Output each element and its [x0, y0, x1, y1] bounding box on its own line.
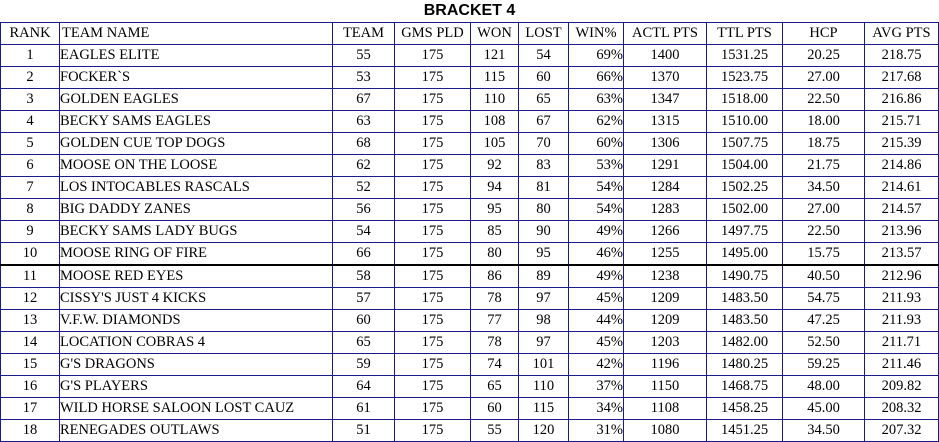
total-points-cell: 1451.25	[707, 420, 783, 442]
handicap-cell: 18.00	[783, 111, 865, 133]
table-row	[1, 310, 939, 332]
team-name-cell: CISSY'S JUST 4 KICKS	[60, 288, 333, 310]
lost-cell: 70	[519, 133, 569, 155]
handicap-cell: 34.50	[783, 177, 865, 199]
won-cell: 80	[471, 243, 519, 266]
win-pct-cell: 49%	[569, 265, 624, 288]
team-number-cell: 56	[333, 199, 395, 221]
lost-cell: 65	[519, 89, 569, 111]
average-points-cell: 213.96	[865, 221, 939, 243]
total-points-cell: 1458.25	[707, 398, 783, 420]
games-played-cell: 175	[395, 67, 471, 89]
won-cell: 77	[471, 310, 519, 332]
average-points-cell: 209.82	[865, 376, 939, 398]
won-cell: 121	[471, 45, 519, 67]
actual-points-cell: 1283	[624, 199, 707, 221]
games-played-cell: 175	[395, 288, 471, 310]
total-points-cell: 1490.75	[707, 265, 783, 288]
bracket-title: BRACKET 4	[423, 2, 516, 19]
games-played-cell: 175	[395, 45, 471, 67]
lost-cell: 80	[519, 199, 569, 221]
won-cell: 115	[471, 67, 519, 89]
total-points-cell: 1502.25	[707, 177, 783, 199]
team-number-cell: 53	[333, 67, 395, 89]
header-row	[1, 23, 939, 45]
won-cell: 108	[471, 111, 519, 133]
handicap-cell: 27.00	[783, 67, 865, 89]
games-played-cell: 175	[395, 133, 471, 155]
team-name-cell: WILD HORSE SALOON LOST CAUZ	[60, 398, 333, 420]
table-row	[1, 45, 939, 67]
team-number-cell: 52	[333, 177, 395, 199]
actual-points-cell: 1266	[624, 221, 707, 243]
team-name-cell: EAGLES ELITE	[60, 45, 333, 67]
header-team-name: TEAM NAME	[60, 23, 333, 45]
handicap-cell: 45.00	[783, 398, 865, 420]
table-row	[1, 133, 939, 155]
lost-cell: 60	[519, 67, 569, 89]
header-rank: RANK	[1, 23, 60, 45]
table-row	[1, 177, 939, 199]
rank-cell: 13	[1, 310, 60, 332]
win-pct-cell: 42%	[569, 354, 624, 376]
actual-points-cell: 1284	[624, 177, 707, 199]
rank-cell: 6	[1, 155, 60, 177]
header-average-points: AVG PTS	[865, 23, 939, 45]
header-won: WON	[471, 23, 519, 45]
average-points-cell: 213.57	[865, 243, 939, 266]
total-points-cell: 1504.00	[707, 155, 783, 177]
win-pct-cell: 45%	[569, 288, 624, 310]
actual-points-cell: 1306	[624, 133, 707, 155]
handicap-cell: 22.50	[783, 89, 865, 111]
win-pct-cell: 45%	[569, 332, 624, 354]
handicap-cell: 20.25	[783, 45, 865, 67]
games-played-cell: 175	[395, 376, 471, 398]
win-pct-cell: 53%	[569, 155, 624, 177]
lost-cell: 110	[519, 376, 569, 398]
handicap-cell: 15.75	[783, 243, 865, 266]
win-pct-cell: 31%	[569, 420, 624, 442]
lost-cell: 101	[519, 354, 569, 376]
rank-cell: 8	[1, 199, 60, 221]
won-cell: 74	[471, 354, 519, 376]
win-pct-cell: 44%	[569, 310, 624, 332]
handicap-cell: 22.50	[783, 221, 865, 243]
header-win-pct: WIN%	[569, 23, 624, 45]
rank-cell: 10	[1, 243, 60, 266]
rank-cell: 7	[1, 177, 60, 199]
won-cell: 86	[471, 265, 519, 288]
games-played-cell: 175	[395, 243, 471, 266]
lost-cell: 95	[519, 243, 569, 266]
average-points-cell: 207.32	[865, 420, 939, 442]
handicap-cell: 59.25	[783, 354, 865, 376]
handicap-cell: 54.75	[783, 288, 865, 310]
team-number-cell: 51	[333, 420, 395, 442]
lost-cell: 89	[519, 265, 569, 288]
actual-points-cell: 1370	[624, 67, 707, 89]
table-row	[1, 376, 939, 398]
team-number-cell: 62	[333, 155, 395, 177]
won-cell: 55	[471, 420, 519, 442]
team-name-cell: RENEGADES OUTLAWS	[60, 420, 333, 442]
average-points-cell: 212.96	[865, 265, 939, 288]
rank-cell: 3	[1, 89, 60, 111]
lost-cell: 83	[519, 155, 569, 177]
team-name-cell: BIG DADDY ZANES	[60, 199, 333, 221]
team-name-cell: LOS INTOCABLES RASCALS	[60, 177, 333, 199]
won-cell: 78	[471, 332, 519, 354]
team-number-cell: 64	[333, 376, 395, 398]
team-number-cell: 61	[333, 398, 395, 420]
average-points-cell: 214.57	[865, 199, 939, 221]
games-played-cell: 175	[395, 111, 471, 133]
lost-cell: 120	[519, 420, 569, 442]
header-games-played: GMS PLD	[395, 23, 471, 45]
actual-points-cell: 1150	[624, 376, 707, 398]
rank-cell: 9	[1, 221, 60, 243]
average-points-cell: 218.75	[865, 45, 939, 67]
actual-points-cell: 1291	[624, 155, 707, 177]
team-number-cell: 66	[333, 243, 395, 266]
win-pct-cell: 69%	[569, 45, 624, 67]
total-points-cell: 1497.75	[707, 221, 783, 243]
header-handicap: HCP	[783, 23, 865, 45]
win-pct-cell: 37%	[569, 376, 624, 398]
win-pct-cell: 34%	[569, 398, 624, 420]
actual-points-cell: 1400	[624, 45, 707, 67]
rank-cell: 18	[1, 420, 60, 442]
win-pct-cell: 63%	[569, 89, 624, 111]
total-points-cell: 1483.50	[707, 310, 783, 332]
rank-cell: 1	[1, 45, 60, 67]
actual-points-cell: 1315	[624, 111, 707, 133]
actual-points-cell: 1209	[624, 310, 707, 332]
lost-cell: 97	[519, 288, 569, 310]
total-points-cell: 1482.00	[707, 332, 783, 354]
team-number-cell: 54	[333, 221, 395, 243]
won-cell: 110	[471, 89, 519, 111]
won-cell: 105	[471, 133, 519, 155]
lost-cell: 115	[519, 398, 569, 420]
actual-points-cell: 1238	[624, 265, 707, 288]
rank-cell: 4	[1, 111, 60, 133]
win-pct-cell: 54%	[569, 177, 624, 199]
rank-cell: 16	[1, 376, 60, 398]
won-cell: 92	[471, 155, 519, 177]
won-cell: 85	[471, 221, 519, 243]
table-row	[1, 288, 939, 310]
total-points-cell: 1531.25	[707, 45, 783, 67]
header-lost: LOST	[519, 23, 569, 45]
won-cell: 78	[471, 288, 519, 310]
total-points-cell: 1510.00	[707, 111, 783, 133]
actual-points-cell: 1080	[624, 420, 707, 442]
actual-points-cell: 1108	[624, 398, 707, 420]
rank-cell: 5	[1, 133, 60, 155]
handicap-cell: 21.75	[783, 155, 865, 177]
team-name-cell: BECKY SAMS LADY BUGS	[60, 221, 333, 243]
team-name-cell: MOOSE RING OF FIRE	[60, 243, 333, 266]
table-row	[1, 420, 939, 442]
team-number-cell: 68	[333, 133, 395, 155]
rank-cell: 2	[1, 67, 60, 89]
games-played-cell: 175	[395, 332, 471, 354]
team-number-cell: 65	[333, 332, 395, 354]
table-row	[1, 265, 939, 288]
lost-cell: 97	[519, 332, 569, 354]
average-points-cell: 214.86	[865, 155, 939, 177]
win-pct-cell: 46%	[569, 243, 624, 266]
team-name-cell: MOOSE RED EYES	[60, 265, 333, 288]
handicap-cell: 34.50	[783, 420, 865, 442]
team-name-cell: GOLDEN EAGLES	[60, 89, 333, 111]
standings-table	[0, 22, 939, 442]
average-points-cell: 217.68	[865, 67, 939, 89]
games-played-cell: 175	[395, 354, 471, 376]
team-name-cell: FOCKER`S	[60, 67, 333, 89]
won-cell: 95	[471, 199, 519, 221]
average-points-cell: 215.39	[865, 133, 939, 155]
team-name-cell: GOLDEN CUE TOP DOGS	[60, 133, 333, 155]
actual-points-cell: 1347	[624, 89, 707, 111]
table-row	[1, 354, 939, 376]
team-number-cell: 58	[333, 265, 395, 288]
total-points-cell: 1502.00	[707, 199, 783, 221]
table-row	[1, 243, 939, 266]
total-points-cell: 1480.25	[707, 354, 783, 376]
rank-cell: 17	[1, 398, 60, 420]
team-name-cell: V.F.W. DIAMONDS	[60, 310, 333, 332]
win-pct-cell: 66%	[569, 67, 624, 89]
won-cell: 60	[471, 398, 519, 420]
handicap-cell: 27.00	[783, 199, 865, 221]
team-number-cell: 55	[333, 45, 395, 67]
table-row	[1, 221, 939, 243]
handicap-cell: 48.00	[783, 376, 865, 398]
table-row	[1, 398, 939, 420]
total-points-cell: 1523.75	[707, 67, 783, 89]
rank-cell: 11	[1, 265, 60, 288]
lost-cell: 67	[519, 111, 569, 133]
team-number-cell: 60	[333, 310, 395, 332]
lost-cell: 81	[519, 177, 569, 199]
won-cell: 94	[471, 177, 519, 199]
handicap-cell: 52.50	[783, 332, 865, 354]
won-cell: 65	[471, 376, 519, 398]
handicap-cell: 47.25	[783, 310, 865, 332]
total-points-cell: 1468.75	[707, 376, 783, 398]
win-pct-cell: 49%	[569, 221, 624, 243]
team-number-cell: 63	[333, 111, 395, 133]
average-points-cell: 216.86	[865, 89, 939, 111]
team-name-cell: G'S DRAGONS	[60, 354, 333, 376]
team-name-cell: G'S PLAYERS	[60, 376, 333, 398]
team-name-cell: MOOSE ON THE LOOSE	[60, 155, 333, 177]
rank-cell: 14	[1, 332, 60, 354]
table-row	[1, 89, 939, 111]
header-total-points: TTL PTS	[707, 23, 783, 45]
total-points-cell: 1507.75	[707, 133, 783, 155]
header-team: TEAM	[333, 23, 395, 45]
total-points-cell: 1483.50	[707, 288, 783, 310]
table-row	[1, 199, 939, 221]
average-points-cell: 211.93	[865, 310, 939, 332]
table-row	[1, 67, 939, 89]
rank-cell: 12	[1, 288, 60, 310]
average-points-cell: 211.46	[865, 354, 939, 376]
actual-points-cell: 1255	[624, 243, 707, 266]
handicap-cell: 18.75	[783, 133, 865, 155]
actual-points-cell: 1203	[624, 332, 707, 354]
average-points-cell: 208.32	[865, 398, 939, 420]
lost-cell: 98	[519, 310, 569, 332]
handicap-cell: 40.50	[783, 265, 865, 288]
table-row	[1, 111, 939, 133]
win-pct-cell: 62%	[569, 111, 624, 133]
total-points-cell: 1495.00	[707, 243, 783, 266]
team-number-cell: 59	[333, 354, 395, 376]
games-played-cell: 175	[395, 265, 471, 288]
table-row	[1, 155, 939, 177]
average-points-cell: 214.61	[865, 177, 939, 199]
lost-cell: 90	[519, 221, 569, 243]
games-played-cell: 175	[395, 310, 471, 332]
games-played-cell: 175	[395, 420, 471, 442]
table-row	[1, 332, 939, 354]
games-played-cell: 175	[395, 155, 471, 177]
games-played-cell: 175	[395, 221, 471, 243]
games-played-cell: 175	[395, 89, 471, 111]
games-played-cell: 175	[395, 177, 471, 199]
win-pct-cell: 60%	[569, 133, 624, 155]
actual-points-cell: 1209	[624, 288, 707, 310]
rank-cell: 15	[1, 354, 60, 376]
actual-points-cell: 1196	[624, 354, 707, 376]
header-actual-points: ACTL PTS	[624, 23, 707, 45]
average-points-cell: 211.93	[865, 288, 939, 310]
team-name-cell: BECKY SAMS EAGLES	[60, 111, 333, 133]
average-points-cell: 215.71	[865, 111, 939, 133]
average-points-cell: 211.71	[865, 332, 939, 354]
team-name-cell: LOCATION COBRAS 4	[60, 332, 333, 354]
games-played-cell: 175	[395, 199, 471, 221]
win-pct-cell: 54%	[569, 199, 624, 221]
team-number-cell: 57	[333, 288, 395, 310]
team-number-cell: 67	[333, 89, 395, 111]
games-played-cell: 175	[395, 398, 471, 420]
total-points-cell: 1518.00	[707, 89, 783, 111]
lost-cell: 54	[519, 45, 569, 67]
